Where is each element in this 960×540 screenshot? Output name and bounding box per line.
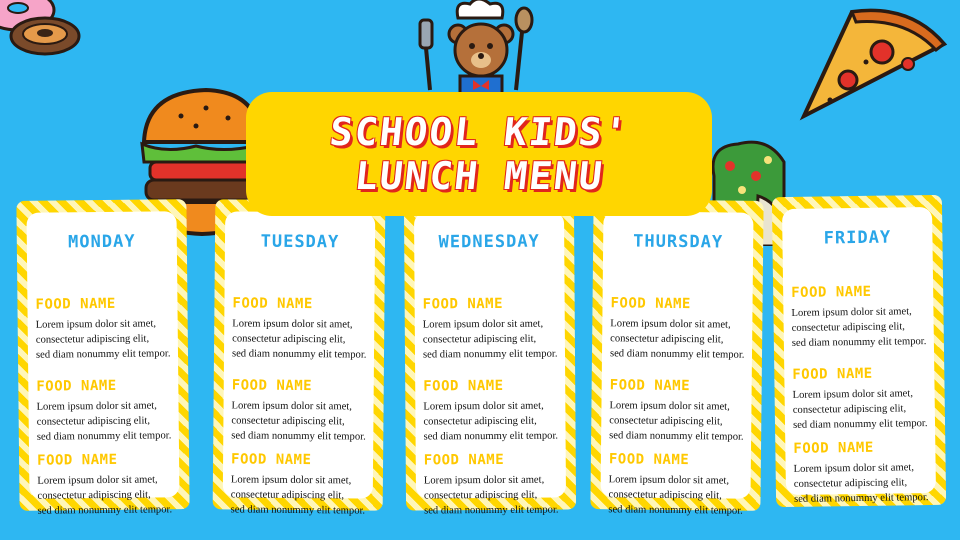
food-name: FOOD NAME (792, 365, 873, 383)
food-name: FOOD NAME (793, 439, 874, 457)
food-name: FOOD NAME (231, 451, 312, 469)
day-title: WEDNESDAY (438, 231, 540, 253)
food-description: Lorem ipsum dolor sit amet, consectetur adipiscing elit, sed diam nonummy elit tempor. (230, 474, 366, 517)
title-banner (246, 92, 712, 216)
chef-bear-icon (410, 0, 540, 100)
menu-item (35, 295, 176, 362)
food-description: Lorem ipsum dolor sit amet, consectetur adipiscing elit, sed diam nonummy elit tempor. (423, 400, 559, 443)
food-description: Lorem ipsum dolor sit amet, consectetur adipiscing elit, sed diam nonummy elit tempor. (422, 318, 558, 361)
menu-item (791, 283, 932, 351)
food-name: FOOD NAME (423, 377, 504, 395)
menu-item (37, 451, 178, 518)
food-name: FOOD NAME (231, 377, 313, 395)
menu-item (792, 365, 933, 433)
card-content (223, 211, 375, 517)
food-description: Lorem ipsum dolor sit amet, consectetur adipiscing elit, sed diam nonummy elit tempor. (35, 318, 171, 361)
food-name: FOOD NAME (37, 451, 118, 469)
day-title: THURSDAY (633, 231, 724, 253)
day-title: MONDAY (67, 231, 136, 253)
menu-item (231, 377, 372, 444)
title-line-1: SCHOOL KIDS' (327, 110, 631, 154)
food-name: FOOD NAME (422, 295, 504, 313)
menu-item (232, 295, 373, 362)
day-title: TUESDAY (260, 231, 340, 253)
food-description: Lorem ipsum dolor sit amet, consectetur adipiscing elit, sed diam nonummy elit tempor. (793, 462, 929, 505)
donut-icon (0, 0, 90, 70)
food-name: FOOD NAME (791, 283, 872, 301)
food-name: FOOD NAME (35, 295, 116, 313)
food-description: Lorem ipsum dolor sit amet, consectetur adipiscing elit, sed diam nonummy elit tempor. (609, 318, 745, 361)
day-title: FRIDAY (823, 227, 892, 249)
card-content (601, 211, 754, 517)
food-name: FOOD NAME (36, 377, 117, 395)
day-card-wednesday (404, 199, 576, 517)
card-content (782, 207, 936, 505)
food-description: Lorem ipsum dolor sit amet, consectetur adipiscing elit, sed diam nonummy elit tempor. (792, 388, 928, 431)
menu-item (609, 377, 750, 444)
food-name: FOOD NAME (609, 377, 691, 395)
food-description: Lorem ipsum dolor sit amet, consectetur adipiscing elit, sed diam nonummy elit tempor. (231, 318, 367, 361)
food-description: Lorem ipsum dolor sit amet, consectetur adipiscing elit, sed diam nonummy elit tempor. (609, 400, 744, 443)
menu-item (231, 451, 372, 518)
food-description: Lorem ipsum dolor sit amet, consectetur adipiscing elit, sed diam nonummy elit tempor. (608, 474, 743, 517)
food-name: FOOD NAME (423, 451, 505, 469)
food-description: Lorem ipsum dolor sit amet, consectetur adipiscing elit, sed diam nonummy elit tempor. (37, 474, 173, 517)
day-card-friday (772, 195, 946, 507)
title-line-2: LUNCH MENU (352, 154, 606, 198)
day-card-thursday (590, 199, 763, 517)
food-name: FOOD NAME (610, 295, 691, 313)
menu-item (608, 451, 749, 518)
menu-item (36, 377, 177, 444)
food-description: Lorem ipsum dolor sit amet, consectetur adipiscing elit, sed diam nonummy elit tempor. (36, 400, 172, 443)
food-description: Lorem ipsum dolor sit amet, consectetur adipiscing elit, sed diam nonummy elit tempor. (791, 306, 927, 349)
card-content (27, 211, 180, 517)
food-name: FOOD NAME (608, 451, 690, 469)
day-card-monday (16, 199, 189, 517)
menu-item (610, 295, 751, 362)
pizza-slice-icon (790, 4, 950, 124)
menu-item (423, 377, 563, 444)
food-description: Lorem ipsum dolor sit amet, consectetur adipiscing elit, sed diam nonummy elit tempor. (423, 474, 559, 517)
food-description: Lorem ipsum dolor sit amet, consectetur adipiscing elit, sed diam nonummy elit tempor. (231, 400, 366, 443)
menu-item (423, 295, 563, 362)
card-content (414, 211, 566, 517)
menu-item (793, 439, 934, 507)
menu-item (424, 451, 564, 518)
food-name: FOOD NAME (232, 295, 313, 313)
day-card-tuesday (213, 199, 386, 517)
